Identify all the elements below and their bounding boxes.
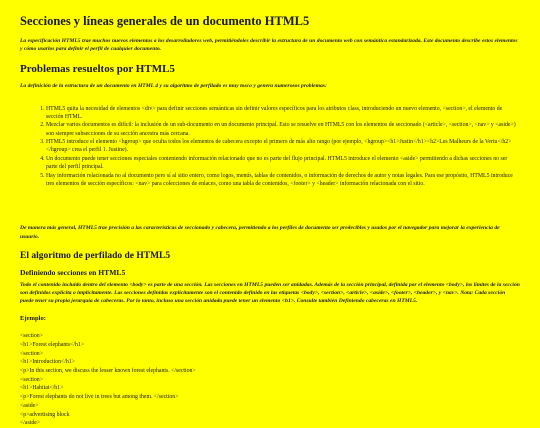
code-line: </aside>	[20, 420, 41, 427]
code-line: <section>	[20, 376, 43, 383]
code-line: <section>	[20, 350, 43, 357]
problems-intro: La definición de la estructura de un documento en HTML 4 y su algoritmo de perfilado es muy tosco y genera numerosos problemas:	[20, 83, 327, 90]
list-item: 2. Mezclar varios documentos es difícil: la inclusión de un sub-documento en un documento principal. Esto se resuelve en HTML5 con los elementos de seccionado (<article>, <section>, <nav> y <aside>) son siempre subsecciones de su sección ancestra más cercana.	[46, 121, 520, 138]
list-item: 4. Un documento puede tener secciones especiales conteniendo información relacionado que no es parte del flujo principal. HTML5 introduce el elemento <aside> permitiendo a dichas secciones no ser parte del perfil principal.	[46, 155, 520, 172]
list-item: 3. HTML5 introduce el elemento <hgroup> que oculta todos los elementos de cabecera excepto el primero de más alto rango (por ejemplo, <hgroup><h1>Justin</h1><h2>Les Malheurs de la Vertu</h2></hgroup> crea el perfil 1. Justine).	[46, 138, 520, 155]
list-item: 1. HTML5 quita la necesidad de elementos <div> para definir secciones semánticas sin definir valores específicos para los atributos class, introduciendo un nuevo elemento, <section>, el elemento de sección HTML.	[46, 105, 520, 122]
list-item: 5. Hay información relacionada no al documento pero sí al sitio entero, como logos, menús, tablas de contenidos, o información de derechos de autor y notas legales. Para ese propósito, HTML5 introduce tres elementos de sección específicos: <nav> para colecciones de enlaces, como una tabla de contenidos, <footer> y <header> información relacionada con el sitio.	[46, 172, 520, 189]
code-line: <p>In this section, we discuss the lesser known forest elephants. </section>	[20, 368, 196, 375]
problems-summary: De manera más general, HTML5 trae precisión a las características de seccionado y cabecera, permitiendo a los perfiles de documento ser predecibles y usados por el navegador para mejorar la experiencia de usuario.	[20, 225, 500, 240]
defining-heading: Definiendo secciones en HTML5	[20, 268, 126, 278]
page-title: Secciones y líneas generales de un documento HTML5	[20, 14, 310, 28]
code-line: <p>Forest elephants do not live in trees but among them. </section>	[20, 394, 179, 401]
intro-paragraph: La especificación HTML5 trae muchos nuevos elementos a los desarrolladores web, permitiéndoles describir la estructura de un documento web con semántica estandarizada. Este documento describe estos elementos y cómo usarlos para definir el perfil de cualquier documento.	[20, 38, 518, 53]
code-line: <aside>	[20, 402, 39, 409]
code-line: <p>advertising block	[20, 411, 70, 418]
spacer	[20, 202, 520, 224]
code-line: <h1>Forest elephants</h1>	[20, 342, 85, 349]
defining-paragraph: Todo el contenido incluido dentro del elemento <body> es parte de una sección. Las secciones en HTML5 pueden ser anidadas. Además de la sección principal, definida por el elemento <body>, los límites de la sección son definidos explícita o implícitamente. Las secciones definidas explícitamente son el contenido definido en las etiquetas <body>, <section>, <article>, <aside>, <footer>, <header>, y <nav>. Nota: Cada sección puede tener su propia jerarquía de cabeceras. Por lo tanto, incluso una sección anidada puede tener un elemento <h1>. Consulte también Definiendo cabeceras en HTML5.	[20, 282, 520, 305]
problems-list	[20, 105, 520, 189]
code-example	[20, 332, 520, 428]
problems-heading: Problemas resueltos por HTML5	[20, 63, 175, 76]
code-line: <h1>Introduction</h1>	[20, 359, 75, 366]
example-label: Ejemplo:	[20, 315, 47, 323]
code-line: <section>	[20, 333, 43, 340]
algorithm-heading: El algoritmo de perfilado de HTML5	[20, 250, 171, 261]
code-line: <h1>Habitat</h1>	[20, 385, 64, 392]
